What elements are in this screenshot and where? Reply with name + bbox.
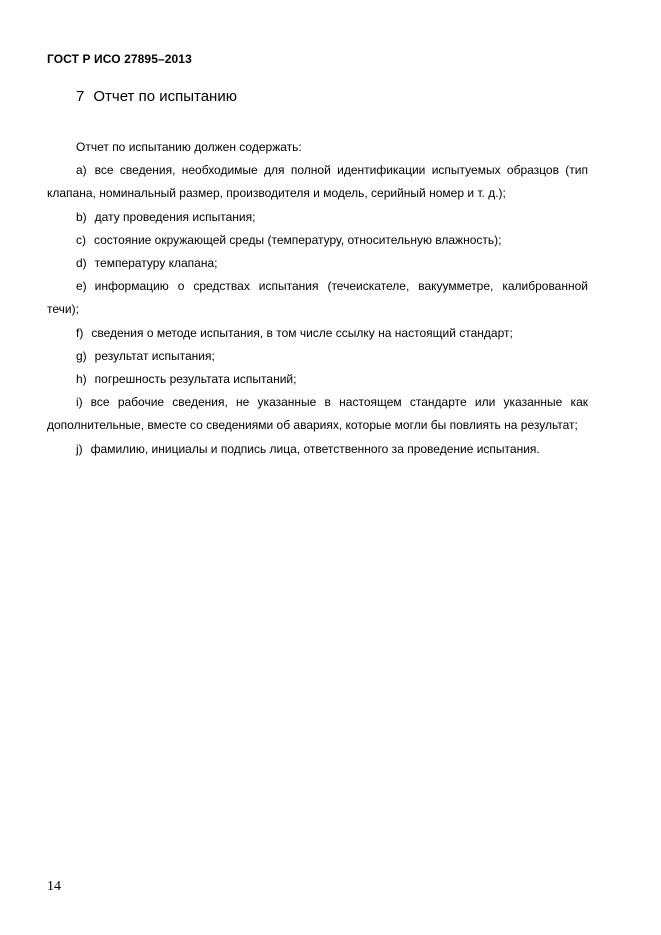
list-item-i [47, 391, 588, 437]
section-heading [76, 88, 237, 105]
list-item-text: дату проведения испытания; [94, 209, 256, 224]
list-marker: b) [76, 209, 87, 224]
page-number: 14 [47, 879, 61, 894]
list-item-a [47, 159, 588, 205]
document-code-header: ГОСТ Р ИСО 27895–2013 [47, 52, 192, 66]
list-item-h [47, 368, 588, 391]
section-body [47, 136, 588, 461]
list-marker: j) [76, 441, 83, 456]
list-item-text: температуру клапана; [94, 256, 218, 271]
section-title: Отчет по испытанию [93, 88, 237, 105]
list-item-g [47, 345, 588, 368]
list-item-text: все сведения, необходимые для полной идентификации испытуемых образцов (тип клапана, номинальный размер, производителя и модель, серийный номер и т. д.); [47, 163, 588, 201]
list-item-text: погрешность результата испытаний; [94, 372, 297, 387]
list-item-text: результат испытания; [94, 348, 215, 363]
list-item-c [47, 229, 588, 252]
list-marker: f) [76, 325, 84, 340]
list-item-b [47, 206, 588, 229]
list-item-d [47, 252, 588, 275]
list-marker: g) [76, 348, 87, 363]
list-item-text: информацию о средствах испытания (течеискателе, вакуумметре, калиброванной течи); [47, 279, 588, 317]
list-item-text: состояние окружающей среды (температуру, относительную влажность); [94, 232, 502, 247]
list-marker: h) [76, 372, 87, 387]
list-item-text: сведения о методе испытания, в том числе ссылку на настоящий стандарт; [91, 325, 513, 340]
list-marker: d) [76, 256, 87, 271]
list-item-j [47, 438, 588, 461]
list-marker: i) [76, 395, 83, 410]
section-number: 7 [76, 88, 85, 105]
list-marker: c) [76, 232, 86, 247]
list-marker: e) [76, 279, 87, 294]
list-item-e [47, 275, 588, 321]
list-item-text: фамилию, инициалы и подпись лица, ответственного за проведение испытания. [90, 441, 540, 456]
list-item-f [47, 322, 588, 345]
intro-paragraph: Отчет по испытанию должен содержать: [76, 140, 302, 154]
list-item-text: все рабочие сведения, не указанные в настоящем стандарте или указанные как дополнительные, вместе со сведениями об авариях, которые могли бы повлиять на результат; [47, 395, 588, 433]
list-marker: a) [76, 163, 87, 178]
